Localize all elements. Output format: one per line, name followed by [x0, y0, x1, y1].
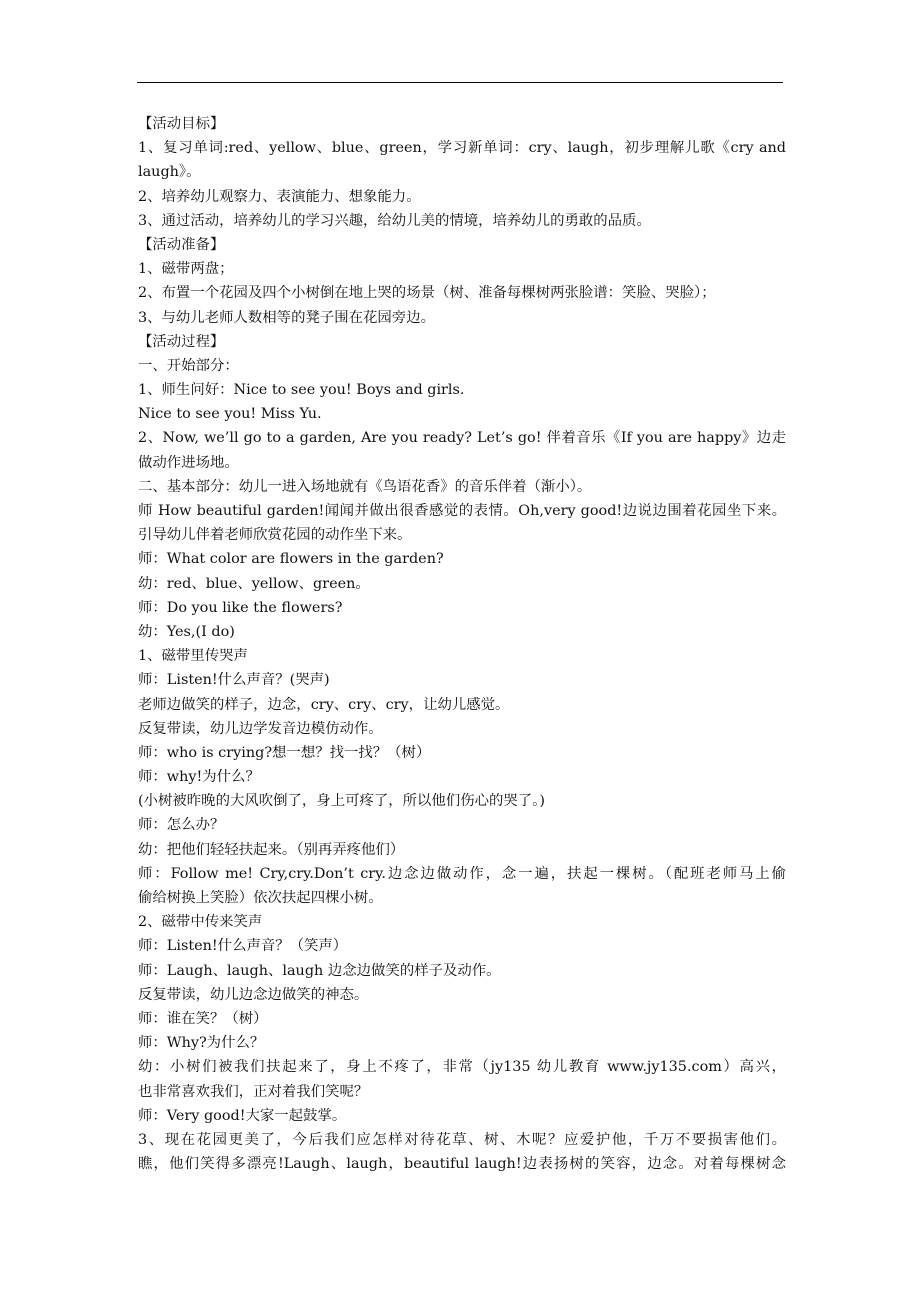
paragraph-line: 师：Laugh、laugh、laugh 边念边做笑的样子及动作。: [138, 962, 501, 979]
paragraph-line: 师：why!为什么？: [138, 769, 260, 786]
paragraph-line: 幼：Yes,(I do): [138, 623, 235, 640]
paragraph-line: 瞧，他们笑得多漂亮!Laugh、laugh，beautiful laugh!边表扬树的笑容，边念。对着每棵树念: [138, 1156, 786, 1173]
paragraph-line: 也非常喜欢我们，正对着我们笑呢？: [138, 1083, 369, 1100]
paragraph-line: 一、开始部分：: [138, 357, 239, 374]
paragraph-line: 3、现在花园更美了，今后我们应怎样对待花草、树、木呢？应爱护他，千万不要损害他们。: [138, 1131, 786, 1148]
paragraph-line: 3、与幼儿老师人数相等的凳子围在花园旁边。: [138, 309, 435, 326]
section-heading-goals: 【活动目标】: [138, 116, 225, 132]
paragraph-line: 师：Why?为什么？: [138, 1035, 265, 1052]
paragraph-line: 2、磁带中传来笑声: [138, 914, 263, 931]
paragraph-line: Nice to see you! Miss Yu.: [138, 406, 322, 423]
paragraph-line: 1、磁带里传哭声: [138, 648, 248, 665]
paragraph-line: 二、基本部分：幼儿一进入场地就有《鸟语花香》的音乐伴着（渐小）。: [138, 478, 592, 495]
paragraph-line: 师：Do you like the flowers?: [138, 599, 343, 616]
paragraph-line: 师：What color are flowers in the garden?: [138, 551, 444, 568]
paragraph-line: 2、培养幼儿观察力、表演能力、想象能力。: [138, 188, 421, 205]
header-rule: [137, 82, 783, 83]
paragraph-line: 幼：把他们轻轻扶起来。（别再弄疼他们）: [138, 841, 405, 858]
paragraph-line: 师：Listen!什么声音？(哭声): [138, 672, 330, 689]
paragraph-line: 做动作进场地。: [138, 454, 239, 471]
paragraph-line: 反复带读，幼儿边念边做笑的神态。: [138, 986, 369, 1003]
paragraph-line: 1、复习单词:red、yellow、blue、green，学习新单词：cry、laugh，初步理解儿歌《cry and: [138, 140, 786, 157]
paragraph-line: 师：谁在笑？（树）: [138, 1010, 268, 1027]
paragraph-line: 幼：小树们被我们扶起来了，身上不疼了，非常（jy135 幼儿教育 www.jy135.com）高兴，: [138, 1059, 786, 1076]
paragraph-line: 师：who is crying?想一想？找一找？（树）: [138, 744, 431, 761]
paragraph-line: 师：怎么办？: [138, 817, 225, 834]
paragraph-line: 老师边做笑的样子，边念，cry、cry、cry，让幼儿感觉。: [138, 696, 510, 713]
paragraph-line: 偷给树换上笑脸）依次扶起四棵小树。: [138, 890, 383, 906]
section-heading-preparation: 【活动准备】: [138, 236, 225, 253]
paragraph-line: laugh》。: [138, 164, 201, 181]
paragraph-line: 幼：red、blue、yellow、green。: [138, 575, 370, 592]
paragraph-line: 1、磁带两盘；: [138, 261, 234, 278]
paragraph-line: 师：Follow me! Cry,cry.Don’t cry.边念边做动作，念一遍，扶起一棵树。（配班老师马上偷: [138, 865, 786, 882]
paragraph-line: 师：Very good!大家一起鼓掌。: [138, 1107, 347, 1124]
paragraph-line: 师 How beautiful garden!闻闻并做出很香感觉的表情。Oh,very good!边说边围着花园坐下来。: [138, 503, 786, 519]
paragraph-line: 2、Now, we’ll go to a garden, Are you ready? Let’s go! 伴着音乐《If you are happy》边走: [138, 430, 786, 447]
paragraph-line: 1、师生问好：Nice to see you! Boys and girls.: [138, 382, 465, 399]
paragraph-line: 引导幼儿伴着老师欣赏花园的动作坐下来。: [138, 527, 412, 544]
paragraph-line: 3、通过活动，培养幼儿的学习兴趣，给幼儿美的情境，培养幼儿的勇敢的品质。: [138, 212, 651, 229]
section-heading-process: 【活动过程】: [138, 333, 225, 350]
paragraph-line: 师：Listen!什么声音？（笑声）: [138, 938, 348, 955]
paragraph-line: 反复带读，幼儿边学发音边模仿动作。: [138, 720, 383, 737]
paragraph-line: 2、布置一个花园及四个小树倒在地上哭的场景（树、准备每棵树两张脸谱：笑脸、哭脸）；: [138, 285, 716, 302]
paragraph-line: (小树被昨晚的大风吹倒了，身上可疼了，所以他们伤心的哭了。): [138, 793, 545, 810]
lesson-plan-body: [138, 112, 786, 1176]
